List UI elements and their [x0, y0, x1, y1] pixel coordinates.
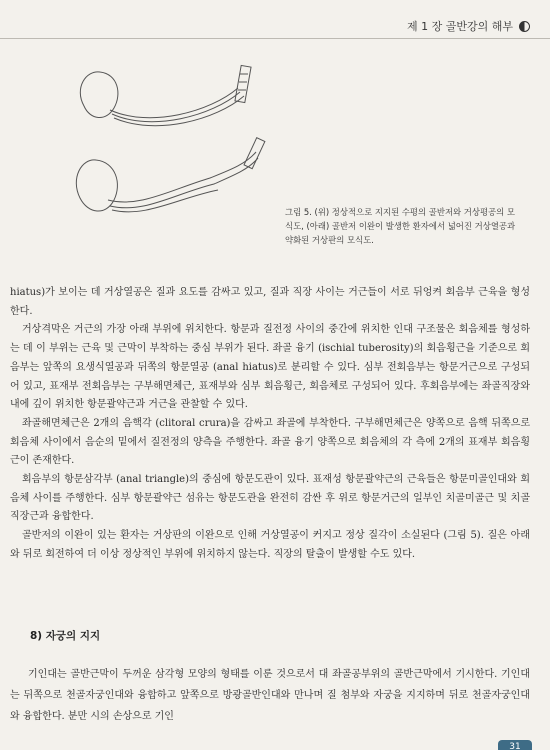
paragraph: 골반저의 이완이 있는 환자는 거상판의 이완으로 인해 거상열공이 커지고 정상 질각이 소실된다 (그림 5). 질은 아래와 뒤로 회전하여 더 이상 정상적인 부위에 위치하지 않는다. 직장의 탈출이 발생할 수도 있다.	[10, 530, 530, 560]
page-number: 31	[498, 740, 532, 750]
pelvic-floor-illustration	[70, 60, 280, 220]
paragraph: hiatus)가 보이는 데 거상열공은 질과 요도를 감싸고 있고, 질과 직장 사이는 거근들이 서로 뒤엉켜 회음부 근육을 형성한다.	[10, 287, 530, 317]
pelvic-floor-schematic	[70, 60, 280, 220]
paragraph: 회음부의 항문삼각부 (anal triangle)의 중심에 항문도관이 있다. 표재성 항문괄약근의 근육들은 항문미골인대와 회음체 사이를 주행한다. 심부 항문괄약근 섬유는 항문도관을 완전히 감싼 후 위로 항문거근의 일부인 치골미골근 및 치골직장근과 융합한다.	[10, 474, 530, 523]
section-body	[10, 664, 530, 727]
lower-hiatus-loop	[76, 160, 117, 211]
body-text	[10, 284, 530, 565]
paragraph: 기인대는 골반근막이 두꺼운 삼각형 모양의 형태를 이룬 것으로서 대 좌골공부위의 골반근막에서 기시한다. 기인대는 뒤쪽으로 천골자궁인대와 융합하고 앞쪽으로 방광골반인대와 만나며 질 첨부와 자궁을 지지하며 뒤로 천골자궁인대와 융합한다. 분만 시의 손상으로 기인	[10, 669, 530, 722]
paragraph: 좌골해면체근은 2개의 음핵각 (clitoral crura)을 감싸고 좌골에 부착한다. 구부해면체근은 양쪽으로 음핵 뒤쪽으로 회음체 사이에서 음순의 밑에서 질전정의 양측을 주행한다. 좌골 융기 양쪽으로 회음체의 각 측에 2개의 표재부 회음횡근이 존재한다.	[10, 417, 530, 467]
figure-caption: 그림 5. (위) 정상적으로 지지된 수평의 골반저와 거상평공의 모식도, (아래) 골반저 이완이 발생한 환자에서 넓어진 거상열공과 약화된 거상판의 모식도.	[285, 207, 516, 245]
section-heading: 8) 자궁의 지지	[30, 630, 101, 642]
running-header	[407, 18, 530, 34]
header-divider	[0, 38, 550, 39]
paragraph: 거상격막은 거근의 가장 아래 부위에 위치한다. 항문과 질전정 사이의 중간에 위치한 인대 구조물은 회음체를 형성하는 데 이 부위는 근육 및 근막이 부착하는 중심 부위가 된다. 좌골 융기 (ischial tuberosity)의 회음횡근을 기준으로 회음부는 앞쪽의 요생식열공과 뒤쪽의 항문열공 (anal hiatus)로 분리할 수 있다. 심부 전회음부는 항문거근으로 구성되어 있고, 표재부 전회음부는 구부해면체근, 표재부와 심부 회음횡근, 회음체로 구성되어 있다. 후회음부에는 좌골직장와 내에 깊이 위치한 항문괄약근과 거근을 관찰할 수 있다.	[10, 324, 530, 411]
chapter-title: 제 1 장 골반강의 해부	[407, 20, 513, 33]
upper-levator-band	[110, 88, 238, 118]
half-circle-icon	[519, 21, 530, 32]
